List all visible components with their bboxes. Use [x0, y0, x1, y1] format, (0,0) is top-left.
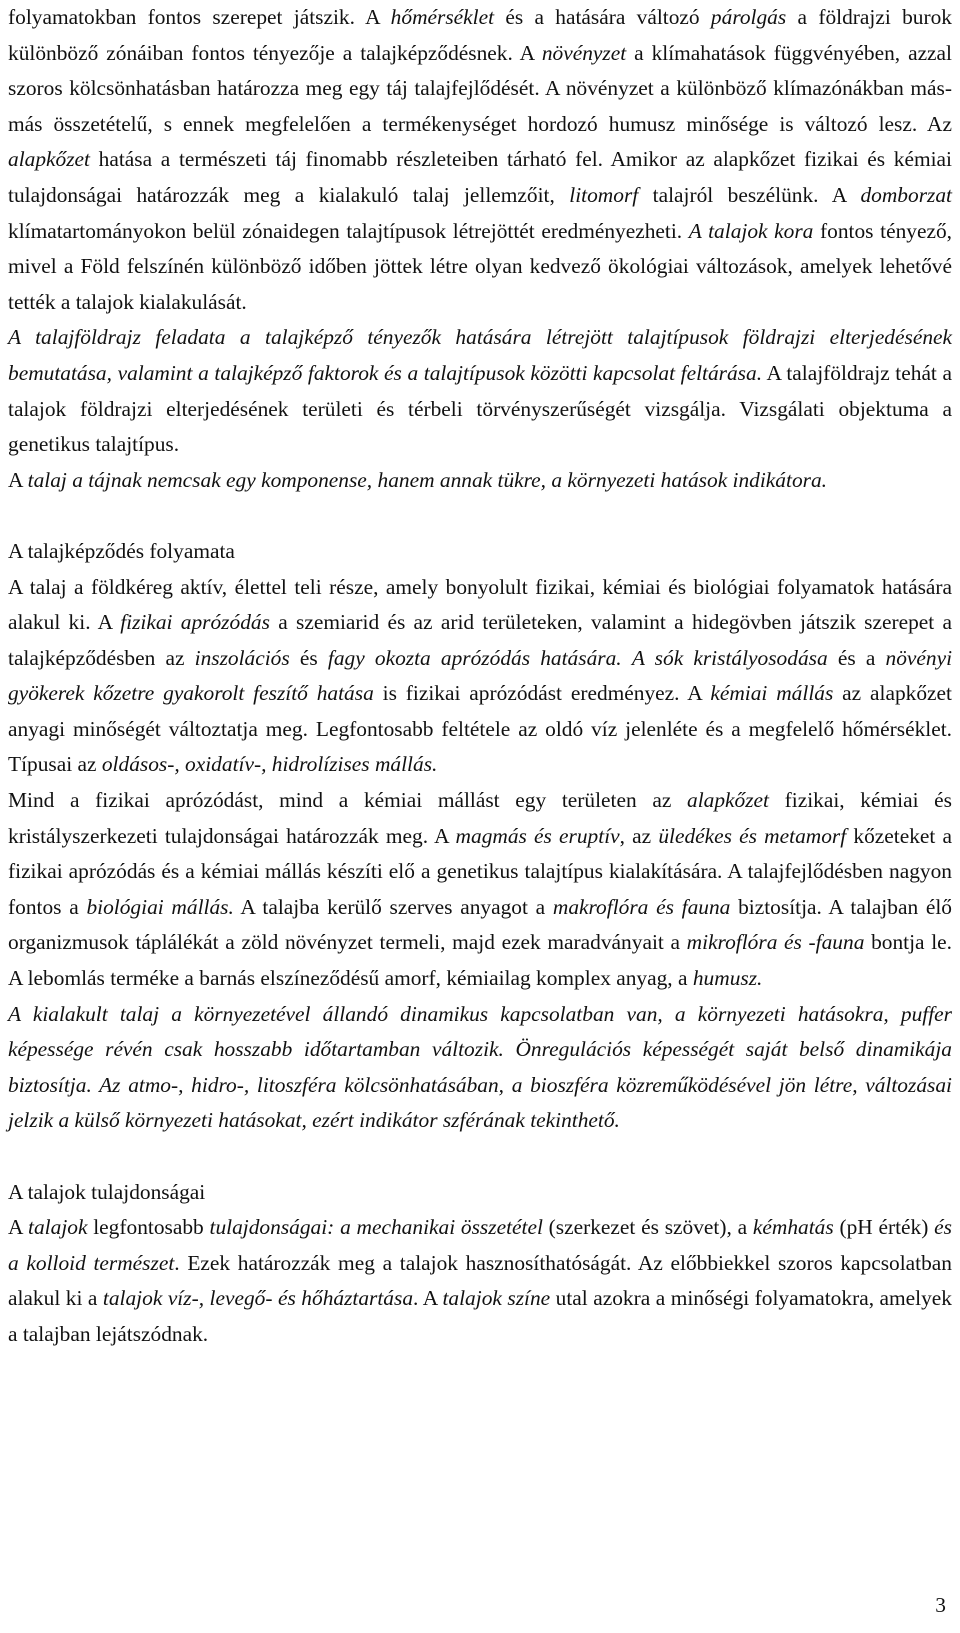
- blank-line: [8, 1139, 952, 1175]
- italic-run: alapkőzet: [687, 788, 769, 813]
- text-run: folyamatokban fontos szerepet játszik. A: [8, 5, 391, 29]
- section-heading: [8, 1175, 952, 1211]
- text-run: bontja le. A lebomlás terméke a barnás elszíneződésű amorf, kémiailag komplex anyag, a: [8, 930, 953, 991]
- text-run: Mind a fizikai aprózódást, mind a kémiai mállást egy területen az: [8, 788, 687, 813]
- text-run: fizikai, kémiai és kristályszerkezeti tulajdonságai határozzák meg. A: [8, 788, 952, 848]
- italic-run: talajok: [28, 1215, 88, 1240]
- page-number: 3: [935, 1593, 946, 1617]
- text-run: és: [289, 645, 328, 670]
- italic-run: növényi gyökerek kőzetre gyakorolt feszítő hatása: [8, 645, 953, 706]
- paragraph: [8, 997, 952, 1139]
- italic-run: A talajföldrajz feladata a talajképző tényezők hatására létrejött talajtípusok földrajzi elterjedésének bemutatása, valamint a talajképző faktorok és a talajtípusok közötti kapcsolat feltárása.: [8, 325, 952, 385]
- text-run: a szemiarid és az arid területeken, valamint a hidegövben játszik szerepet a talajképződésben az: [8, 610, 952, 670]
- document-body: [8, 0, 952, 1353]
- text-run: A: [8, 467, 28, 492]
- italic-run: mikroflóra és -fauna: [686, 930, 865, 955]
- text-run: hatása a természeti táj finomabb részleteiben tárható fel. Amikor az alapkőzet fizikai és kémiai tulajdonságai határozzák meg a kialakuló talaj jellemzőit,: [8, 147, 952, 207]
- text-run: és a: [827, 645, 886, 670]
- text-run: biztosítja. A talajban élő organizmusok táplálékát a zöld növényzet termeli, majd ezek maradványait a: [8, 894, 953, 955]
- italic-run: növényzet: [541, 40, 627, 65]
- paragraph: [8, 463, 952, 499]
- text-run: [622, 646, 632, 670]
- section-heading: [8, 534, 952, 570]
- text-run: talajról beszélünk. A: [638, 182, 861, 207]
- italic-run: fizikai aprózódás: [120, 610, 270, 635]
- italic-run: fagy okozta aprózódás hatására.: [327, 645, 622, 670]
- italic-run: makroflóra és fauna: [552, 894, 731, 919]
- italic-run: talaj a tájnak nemcsak egy komponense, hanem annak tükre, a környezeti hatások indikátora.: [27, 467, 828, 492]
- italic-run: alapkőzet: [8, 147, 90, 172]
- text-run: A talajképződés folyamata: [8, 538, 235, 563]
- italic-run: párolgás: [710, 5, 787, 29]
- text-run: A talajföldrajz tehát a talajok földrajzi elterjedésének területi és térbeli törvényszerűségét vizsgálja. Vizsgálati objektuma a genetikus talajtípus.: [8, 360, 952, 457]
- italic-run: A kialakult talaj a környezetével állandó dinamikus kapcsolatban van, a környezeti hatásokra, puffer képessége révén csak hosszabb időtartamban változik. Önregulációs képességét saját belső dinamikája biztosítja. Az atmo-, hidro-, litoszféra kölcsönhatásában, a bioszféra közreműködésével jön létre, változásai jelzik a külső környezeti hatásokat, ezért indikátor szférának tekinthető.: [8, 1001, 952, 1133]
- blank-line: [8, 498, 952, 534]
- text-run: A: [8, 1215, 29, 1240]
- text-run: a földrajzi burok különböző zónáiban fontos tényezője a talajképződésnek. A: [8, 5, 952, 65]
- text-run: , az: [619, 823, 659, 848]
- text-run: fontos tényező, mivel a Föld felszínén különböző időben jöttek létre olyan kedvező ökológiai változások, amelyek lehetővé tették a talajok kialakulását.: [8, 218, 953, 314]
- text-run: legfontosabb: [87, 1215, 210, 1240]
- italic-run: domborzat: [860, 182, 952, 207]
- italic-run: hőmérséklet: [390, 5, 495, 29]
- paragraph: [8, 570, 952, 784]
- text-run: és a hatására változó: [494, 5, 711, 29]
- italic-run: talajok víz-, levegő- és hőháztartása: [102, 1286, 414, 1311]
- text-run: A talaj a földkéreg aktív, élettel teli része, amely bonyolult fizikai, kémiai és biológiai folyamatok hatására alakul ki. A: [8, 574, 952, 635]
- italic-run: A sók kristályosodása: [631, 645, 828, 670]
- italic-run: biológiai mállás.: [86, 894, 234, 919]
- paragraph: [8, 783, 952, 997]
- italic-run: kémhatás: [752, 1215, 834, 1240]
- italic-run: tulajdonságai: a mechanikai összetétel: [209, 1215, 543, 1240]
- paragraph: [8, 320, 952, 462]
- italic-run: és a kolloid természet: [8, 1215, 952, 1275]
- text-run: utal azokra a minőségi folyamatokra, amelyek a talajban lejátszódnak.: [8, 1286, 952, 1346]
- text-run: kőzeteket a fizikai aprózódás és a kémiai mállás készíti elő a genetikus talajtípus kialakítására. A talajfejlődésben nagyon fontos a: [8, 823, 953, 919]
- text-run: . A: [413, 1286, 443, 1311]
- italic-run: talajok színe: [442, 1286, 551, 1311]
- italic-run: humusz.: [692, 966, 763, 991]
- italic-run: oldásos-, oxidatív-, hidrolízises mállás.: [101, 752, 438, 777]
- text-run: az alapkőzet anyagi minőségét változtatja meg. Legfontosabb feltétele az oldó víz jelenléte és a megfelelő hőmérséklet. Típusai az: [8, 681, 952, 777]
- text-run: klímatartományokon belül zónaidegen talajtípusok létrejöttét eredményezheti.: [8, 218, 689, 243]
- paragraph: [8, 1210, 952, 1352]
- text-run: A talajba kerülő szerves anyagot a: [233, 894, 553, 919]
- italic-run: inszolációs: [194, 645, 290, 670]
- italic-run: litomorf: [569, 182, 639, 207]
- paragraph: [8, 0, 952, 320]
- italic-run: A talajok kora: [688, 218, 814, 243]
- italic-run: kémiai mállás: [710, 681, 834, 706]
- text-run: a klímahatások függvényében, azzal szoros kölcsönhatásban határozza meg egy táj talajfejlődését. A növényzet a különböző klímazónákban más-más összetételű, s ennek megfelelően a termékenységet hordozó humusz minősége is változó lesz. Az: [8, 40, 952, 136]
- text-run: A talajok tulajdonságai: [8, 1179, 206, 1204]
- text-run: . Ezek határozzák meg a talajok hasznosíthatóságát. Az előbbiekkel szoros kapcsolatban alakul ki a: [8, 1250, 952, 1311]
- italic-run: magmás és eruptív: [455, 823, 620, 848]
- text-run: is fizikai aprózódást eredményez. A: [373, 681, 711, 706]
- text-run: (pH érték): [833, 1215, 935, 1240]
- italic-run: üledékes és metamorf: [658, 823, 847, 848]
- text-run: (szerkezet és szövet), a: [542, 1215, 753, 1240]
